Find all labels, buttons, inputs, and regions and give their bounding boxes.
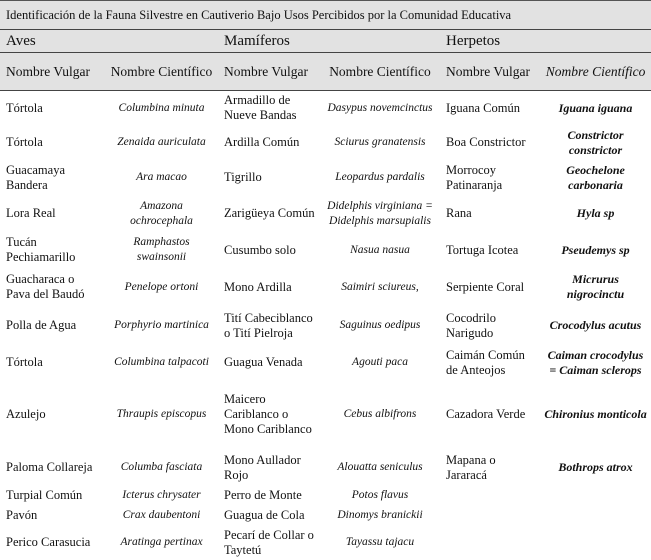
cell-mamiferos-vulgar: Maicero Cariblanco o Mono Cariblanco (224, 392, 312, 436)
cell-aves-vulgar: Guacamaya Bandera (6, 162, 65, 192)
cell-herpetos-vulgar (440, 526, 540, 560)
cell-aves-vulgar: Tórtola (6, 135, 43, 149)
cell-mamiferos-cientifico: Agouti paca (352, 356, 408, 368)
cell-aves-vulgar: Tórtola (6, 355, 43, 369)
cell-herpetos-vulgar: Caimán Común de Anteojos (446, 347, 525, 377)
cell-herpetos-cientifico: Chironius monticola (544, 407, 647, 421)
cell-aves-vulgar: Tórtola (6, 100, 43, 115)
header-nombre-vulgar: Nombre Vulgar (440, 53, 540, 91)
cell-herpetos-vulgar (440, 506, 540, 526)
cell-mamiferos-vulgar: Ardilla Común (224, 135, 300, 149)
cell-mamiferos-vulgar: Mono Ardilla (224, 279, 292, 294)
table-row (0, 269, 651, 306)
cell-herpetos-cientifico: Micrurus nigrocinctu (566, 272, 625, 301)
table-row (0, 346, 651, 380)
cell-aves-cientifico: Ramphastos swainsonii (133, 236, 190, 263)
cell-aves-vulgar: Paloma Collareja (6, 460, 93, 474)
cell-aves-cientifico: Porphyrio martinica (114, 319, 209, 331)
cell-herpetos-vulgar: Serpiente Coral (446, 279, 525, 294)
cell-aves-cientifico: Zenaida auriculata (117, 136, 206, 148)
cell-herpetos-vulgar: Tortuga Icotea (446, 242, 519, 257)
cell-mamiferos-cientifico: Potos flavus (351, 489, 409, 501)
cell-mamiferos-vulgar: Guagua Venada (224, 355, 303, 369)
cell-aves-cientifico: Columbina minuta (118, 101, 205, 114)
cell-aves-vulgar: Tucán Pechiamarillo (6, 235, 76, 264)
table-row (0, 526, 651, 560)
cell-mamiferos-vulgar: Cusumbo solo (224, 242, 296, 257)
cell-herpetos-cientifico: Hyla sp (576, 206, 615, 220)
group-mamiferos: Mamíferos (218, 30, 440, 53)
cell-mamiferos-cientifico: Saimiri sciureus, (341, 280, 419, 293)
cell-herpetos-vulgar: Rana (446, 206, 472, 220)
table-row (0, 126, 651, 160)
cell-herpetos-cientifico (540, 506, 651, 526)
cell-herpetos-cientifico: Pseudemys sp (561, 242, 630, 257)
table-row (0, 232, 651, 269)
cell-aves-cientifico: Columbina talpacoti (114, 356, 209, 368)
cell-herpetos-vulgar: Morrocoy Patinaranja (446, 162, 503, 192)
cell-aves-vulgar: Perico Carasucia (6, 535, 91, 549)
table-row (0, 196, 651, 232)
cell-mamiferos-vulgar: Armadillo de Nueve Bandas (224, 93, 297, 123)
cell-herpetos-vulgar: Boa Constrictor (446, 135, 526, 149)
cell-aves-cientifico: Ara macao (136, 171, 187, 183)
cell-herpetos-vulgar: Iguana Común (446, 100, 520, 115)
cell-herpetos-cientifico: Iguana iguana (558, 100, 633, 115)
cell-aves-cientifico: Icterus chrysater (122, 489, 201, 501)
cell-mamiferos-cientifico: Leopardus pardalis (335, 171, 425, 183)
cell-herpetos-cientifico: Crocodylus acutus (549, 318, 642, 332)
cell-herpetos-vulgar: Mapana o Jararacá (446, 452, 496, 482)
cell-aves-cientifico: Thraupis episcopus (116, 408, 207, 420)
table-row (0, 506, 651, 526)
cell-aves-vulgar: Turpial Común (6, 488, 83, 502)
cell-aves-cientifico: Amazona ochrocephala (130, 199, 193, 227)
cell-mamiferos-cientifico: Alouatta seniculus (337, 461, 423, 473)
table-row (0, 91, 651, 126)
group-herpetos: Herpetos (440, 30, 651, 53)
cell-herpetos-vulgar: Cocodrilo Narigudo (446, 310, 496, 340)
table-row (0, 160, 651, 196)
header-nombre-vulgar: Nombre Vulgar (0, 53, 105, 91)
cell-aves-vulgar: Polla de Agua (6, 318, 77, 332)
header-nombre-cientifico: Nombre Científico (320, 53, 440, 91)
table-title: Identificación de la Fauna Silvestre en Cautiverio Bajo Usos Percibidos por la Comunidad Educativa (0, 1, 651, 30)
cell-mamiferos-vulgar: Tigrillo (224, 170, 262, 184)
cell-herpetos-cientifico: Constrictor constrictor (567, 127, 624, 157)
cell-mamiferos-vulgar: Zarigüeya Común (224, 206, 315, 220)
header-nombre-cientifico: Nombre Científico (105, 53, 218, 91)
cell-mamiferos-cientifico: Cebus albifrons (343, 408, 417, 420)
cell-mamiferos-cientifico: Saguinus oedipus (339, 319, 421, 331)
table-row (0, 380, 651, 450)
cell-mamiferos-vulgar: Pecarí de Collar o Taytetú (224, 527, 314, 557)
cell-herpetos-cientifico: Bothrops atrox (558, 460, 633, 474)
cell-mamiferos-vulgar: Tití Cabeciblanco o Tití Pielroja (224, 310, 313, 340)
cell-herpetos-cientifico: Geochelone carbonaria (566, 162, 625, 192)
cell-herpetos-cientifico (540, 526, 651, 560)
cell-mamiferos-cientifico: Dasypus novemcinctus (327, 101, 433, 114)
cell-aves-cientifico: Aratinga pertinax (120, 536, 203, 548)
table-row (0, 450, 651, 486)
cell-aves-vulgar: Azulejo (6, 407, 46, 421)
cell-mamiferos-vulgar: Perro de Monte (224, 488, 302, 502)
cell-aves-vulgar: Lora Real (6, 206, 56, 220)
cell-mamiferos-cientifico: Didelphis virginiana = Didelphis marsupialis (327, 199, 433, 227)
cell-aves-vulgar: Guacharaca o Pava del Baudó (6, 272, 85, 301)
group-aves: Aves (0, 30, 218, 53)
cell-mamiferos-cientifico: Dinomys branickii (337, 509, 423, 521)
cell-herpetos-vulgar (440, 486, 540, 506)
cell-aves-vulgar: Pavón (6, 508, 38, 522)
cell-herpetos-vulgar: Cazadora Verde (446, 407, 526, 421)
cell-mamiferos-vulgar: Mono Aullador Rojo (224, 452, 301, 482)
cell-mamiferos-vulgar: Guagua de Cola (224, 508, 305, 522)
cell-herpetos-cientifico (540, 486, 651, 506)
cell-mamiferos-cientifico: Tayassu tajacu (345, 536, 415, 548)
cell-mamiferos-cientifico: Nasua nasua (350, 243, 410, 256)
table-row (0, 486, 651, 506)
header-nombre-cientifico: Nombre Científico (540, 53, 651, 91)
cell-aves-cientifico: Crax daubentoni (122, 509, 201, 521)
header-nombre-vulgar: Nombre Vulgar (218, 53, 320, 91)
table-row (0, 306, 651, 346)
cell-herpetos-cientifico: Caiman crocodylus = Caiman sclerops (547, 347, 644, 377)
cell-mamiferos-cientifico: Sciurus granatensis (334, 136, 426, 148)
cell-aves-cientifico: Penelope ortoni (124, 280, 199, 293)
cell-aves-cientifico: Columba fasciata (120, 461, 203, 473)
